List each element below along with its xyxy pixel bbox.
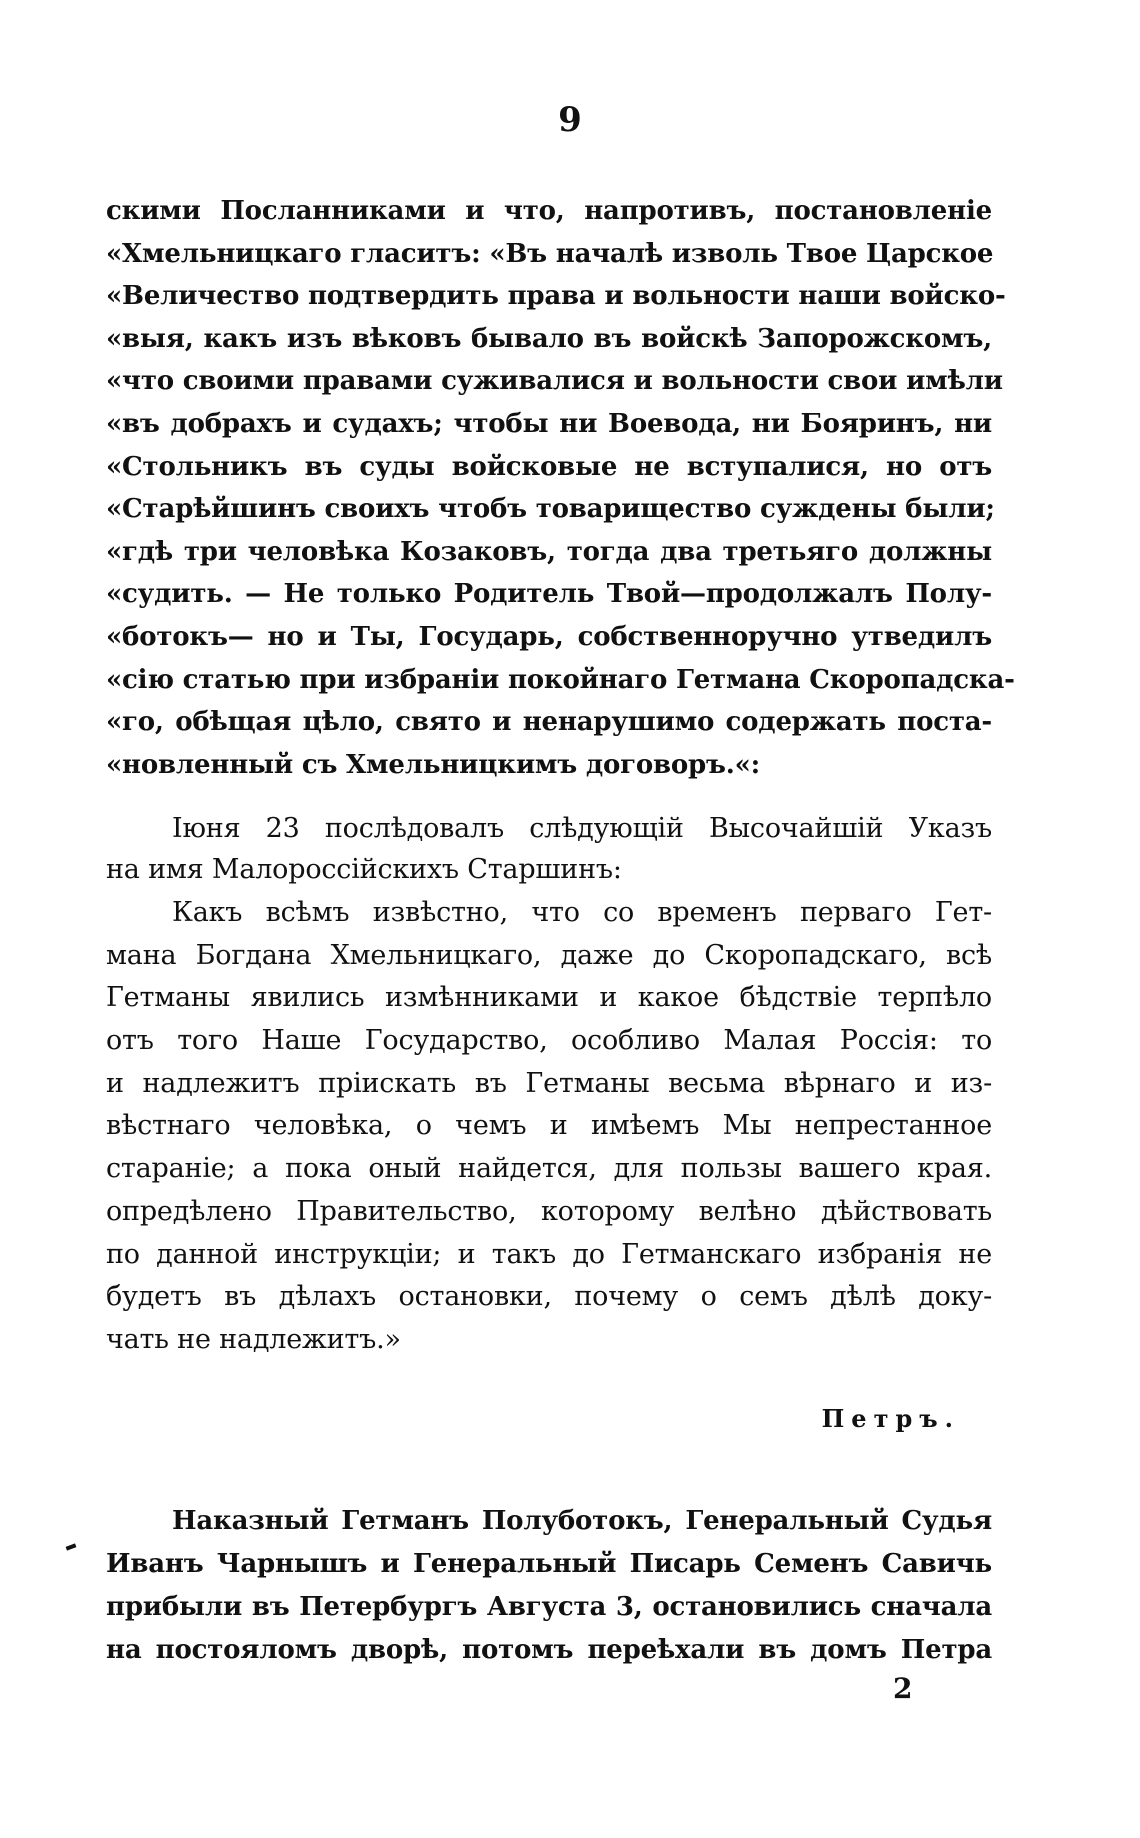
text-line: стараніе; а пока оный найдется, для пользы вашего края. — [106, 1153, 992, 1185]
text-line: «Старѣйшинъ своихъ чтобъ товарищество суждены были; — [106, 494, 995, 525]
page-number: 9 — [558, 100, 582, 140]
text-line: прибыли въ Петербургъ Августа 3, остановились сначала — [106, 1592, 992, 1622]
text-line: по данной инструкціи; и такъ до Гетманскаго избранія не — [106, 1238, 992, 1270]
text-line: будетъ въ дѣлахъ остановки, почему о семъ дѣлѣ доку- — [106, 1281, 992, 1313]
text-line: Іюня 23 послѣдовалъ слѣдующій Высочайшій Указъ — [172, 813, 992, 844]
text-line: «Стольникъ въ суды войсковые не вступалися, но отъ — [106, 451, 992, 482]
text-line: Какъ всѣмъ извѣстно, что со временъ перваго Гет- — [172, 897, 992, 928]
text-line: на постояломъ дворѣ, потомъ переѣхали въ домъ Петра — [106, 1635, 992, 1665]
text-line: Гетманы явились измѣнниками и какое бѣдствіе терпѣло — [106, 982, 992, 1014]
text-line: «судить. — Не только Родитель Твой—продолжалъ Полу- — [106, 579, 992, 610]
margin-mark — [66, 1543, 77, 1550]
paragraph-decree-intro — [106, 808, 992, 890]
text-line: на имя Малороссійскихъ Старшинъ: — [106, 854, 622, 886]
text-line: «гдѣ три человѣка Козаковъ, тогда два третьяго должны — [106, 536, 992, 567]
text-line: отъ того Наше Государство, особливо Малая Россія: то — [106, 1025, 992, 1057]
paragraph-arrival — [106, 1500, 992, 1672]
text-line: «что своими правами суживалися и вольности свои имѣли — [106, 366, 1003, 397]
text-line: Иванъ Чарнышъ и Генеральный Писарь Семенъ Савичь — [106, 1549, 992, 1579]
paragraph-petition-quote — [106, 190, 1015, 786]
text-line: «въ добрахъ и судахъ; чтобы ни Воевода, ни Бояринъ, ни — [106, 408, 992, 439]
text-line: и надлежитъ пріискать въ Гетманы весьма вѣрнаго и из- — [106, 1067, 992, 1099]
text-line: опредѣлено Правительство, которому велѣно дѣйствовать — [106, 1195, 992, 1227]
text-line: «выя, какъ изъ вѣковъ бывало въ войскѣ Запорожскомъ, — [106, 323, 992, 354]
text-line: «новленный съ Хмельницкимъ договоръ.«: — [106, 749, 761, 780]
signature: Петръ. — [821, 1404, 960, 1433]
text-line: «сію статью при избраніи покойнаго Гетмана Скоропадска- — [106, 664, 1015, 695]
sheet-signature-number: 2 — [893, 1672, 913, 1705]
text-line: «ботокъ— но и Ты, Государь, собственноручно утведилъ — [106, 621, 992, 652]
paragraph-decree-text — [106, 892, 992, 1362]
text-line: скими Посланниками и что, напротивъ, постановленіе — [106, 196, 992, 226]
text-line: Наказный Гетманъ Полуботокъ, Генеральный Судья — [172, 1506, 992, 1536]
text-line: «го, обѣщая цѣло, свято и ненарушимо содержать поста- — [106, 707, 992, 738]
text-line: «Величество подтвердить права и вольности наши войско- — [106, 281, 1006, 312]
text-line: мана Богдана Хмельницкаго, даже до Скоропадскаго, всѣ — [106, 939, 992, 971]
text-line: вѣстнаго человѣка, о чемъ и имѣемъ Мы непрестанное — [106, 1110, 992, 1142]
text-line: «Хмельницкаго гласитъ: «Въ началѣ изволь Твое Царское — [106, 238, 994, 269]
text-line: чать не надлежитъ.» — [106, 1323, 401, 1355]
